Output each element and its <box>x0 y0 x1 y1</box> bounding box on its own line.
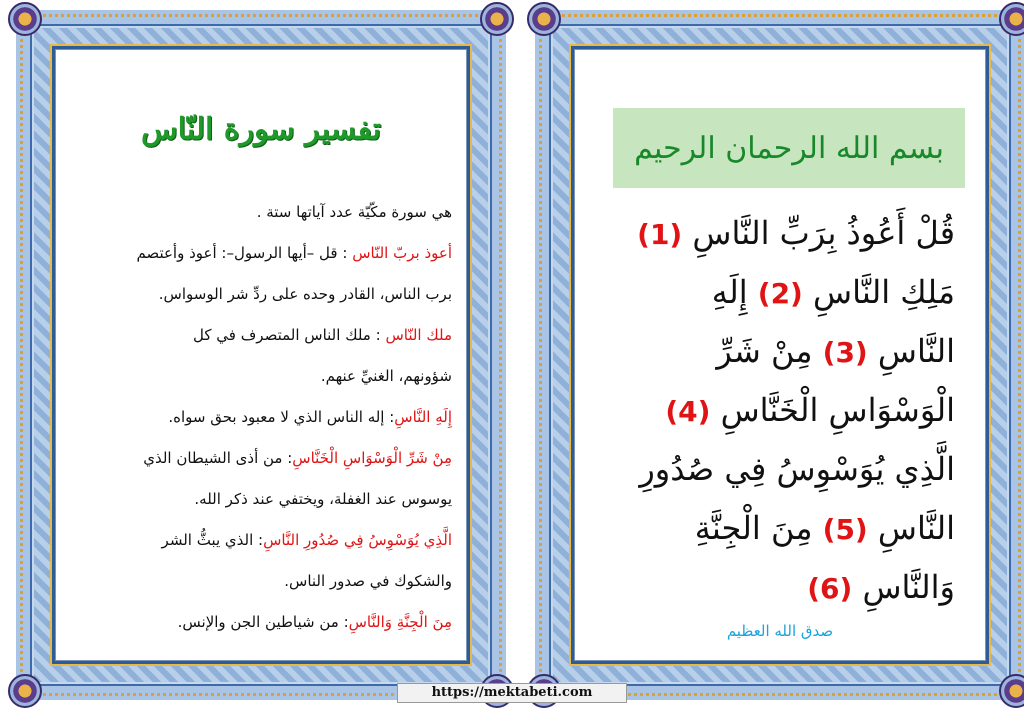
tafsir-line <box>70 520 452 561</box>
basmala-banner <box>613 108 965 188</box>
verse-quote: إِلَهِ النَّاسِ <box>394 408 452 426</box>
verse-text: الْوَسْوَاسِ الْخَنَّاسِ <box>710 391 955 429</box>
ayah-number: (5) <box>822 513 868 546</box>
corner-ornament-icon <box>8 2 42 36</box>
verse-line <box>605 499 955 558</box>
website-link[interactable]: https://mektabeti.com <box>397 683 627 703</box>
verse-text: النَّاسِ <box>867 332 955 370</box>
tafsir-line <box>70 602 452 643</box>
tafsir-line <box>70 192 452 233</box>
verse-quote: ملك النّاس <box>385 326 452 344</box>
basmala-text: بسم الله الرحمان الرحيم <box>634 130 944 166</box>
explanation-text: : الذي يبثُّ الشر <box>161 531 264 549</box>
verse-line <box>605 440 955 499</box>
tafsir-line <box>70 479 452 520</box>
tafsir-text <box>70 192 452 643</box>
verse-quote: أعوذ بربّ النّاس <box>352 244 452 262</box>
verse-line <box>605 558 955 617</box>
verse-text: مِنْ شَرِّ <box>716 332 823 370</box>
ayah-number: (1) <box>637 218 683 251</box>
corner-ornament-icon <box>480 2 514 36</box>
verse-line <box>605 322 955 381</box>
corner-ornament-icon <box>8 674 42 708</box>
verse-text: وَالنَّاسِ <box>852 568 955 606</box>
tafsir-line <box>70 315 452 356</box>
tafsir-title: تفسير سورة النّاس <box>141 112 381 147</box>
verse-line <box>605 381 955 440</box>
tafsir-line <box>70 561 452 602</box>
explanation-text: برب الناس، القادر وحده على ردِّ شر الوسواس. <box>158 285 452 303</box>
verse-quote: الَّذِي يُوَسْوِسُ فِي صُدُورِ النَّاسِ <box>263 531 452 549</box>
ayah-number: (6) <box>807 572 853 605</box>
ayah-number: (3) <box>822 336 868 369</box>
verse-text: مَلِكِ النَّاسِ <box>802 273 955 311</box>
verse-text: مِنَ الْجِنَّةِ <box>694 509 823 547</box>
verse-text: قُلْ أَعُوذُ بِرَبِّ النَّاسِ <box>682 214 955 252</box>
corner-ornament-icon <box>999 674 1024 708</box>
tafsir-line <box>70 233 452 274</box>
explanation-text: : قل –أيها الرسول–: أعوذ وأعتصم <box>136 244 353 262</box>
verse-text: الَّذِي يُوَسْوِسُ فِي صُدُورِ <box>639 450 955 488</box>
tafsir-line <box>70 438 452 479</box>
tafsir-panel <box>16 10 506 700</box>
verse-text: النَّاسِ <box>867 509 955 547</box>
verse-line <box>605 263 955 322</box>
ayah-number: (2) <box>757 277 803 310</box>
tafsir-line <box>70 397 452 438</box>
verse-text: إِلَهِ <box>711 273 758 311</box>
ayah-number: (4) <box>665 395 711 428</box>
explanation-text: : من أذى الشيطان الذي <box>143 449 293 467</box>
explanation-text: والشكوك في صدور الناس. <box>284 572 452 590</box>
verse-quote: مِنَ الْجِنَّةِ وَالنَّاسِ <box>348 613 452 631</box>
verse-line <box>605 204 955 263</box>
tafsir-line <box>70 274 452 315</box>
surah-panel <box>535 10 1024 700</box>
tafsir-line <box>70 356 452 397</box>
corner-ornament-icon <box>527 2 561 36</box>
explanation-text: هي سورة مكّيّة عدد آياتها ستة . <box>256 203 452 221</box>
explanation-text: شؤونهم، الغنيِّ عنهم. <box>320 367 452 385</box>
explanation-text: : إله الناس الذي لا معبود بحق سواه. <box>168 408 395 426</box>
closing-phrase: صدق الله العظيم <box>726 622 834 640</box>
explanation-text: : من شياطين الجن والإنس. <box>177 613 349 631</box>
verse-quote: مِنْ شَرِّ الْوَسْوَاسِ الْخَنَّاسِ <box>292 449 452 467</box>
explanation-text: يوسوس عند الغفلة، ويختفي عند ذكر الله. <box>194 490 452 508</box>
explanation-text: : ملك الناس المتصرف في كل <box>193 326 386 344</box>
surah-verses <box>605 204 955 617</box>
